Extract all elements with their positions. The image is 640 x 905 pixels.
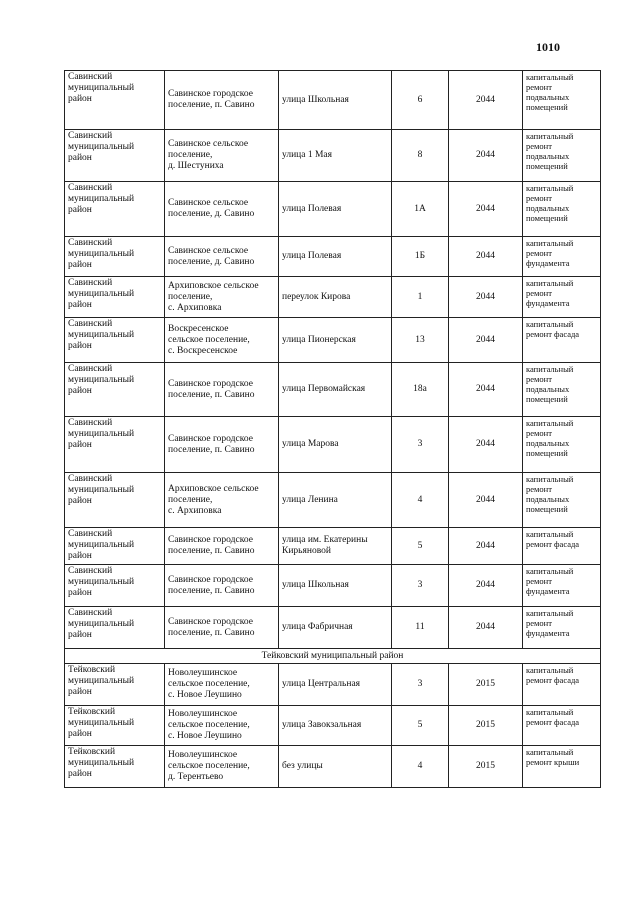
district-cell: Тейковский муниципальный район xyxy=(65,746,165,788)
year-cell: 2044 xyxy=(449,363,523,417)
work-type-cell: капитальный ремонт подвальных помещений xyxy=(523,417,601,473)
page-number: 1010 xyxy=(536,40,560,54)
house-number-cell: 3 xyxy=(392,417,449,473)
settlement-cell: Савинское сельское поселение, д. Шестуниха xyxy=(165,130,279,182)
year-cell: 2044 xyxy=(449,71,523,130)
table-row xyxy=(65,363,601,417)
table-row xyxy=(65,130,601,182)
table-row xyxy=(65,318,601,363)
year-cell: 2015 xyxy=(449,664,523,706)
year-cell: 2044 xyxy=(449,318,523,363)
work-type-cell: капитальный ремонт фундамента xyxy=(523,607,601,649)
street-cell: улица Полевая xyxy=(279,237,392,277)
work-type-cell: капитальный ремонт подвальных помещений xyxy=(523,130,601,182)
work-type-cell: капитальный ремонт фундамента xyxy=(523,277,601,318)
year-cell: 2044 xyxy=(449,182,523,237)
section-heading-row xyxy=(65,649,601,664)
work-type-cell: капитальный ремонт подвальных помещений xyxy=(523,363,601,417)
year-cell: 2044 xyxy=(449,417,523,473)
district-cell: Савинский муниципальный район xyxy=(65,71,165,130)
settlement-cell: Савинское городское поселение, п. Савино xyxy=(165,71,279,130)
house-number-cell: 6 xyxy=(392,71,449,130)
settlement-cell: Савинское городское поселение, п. Савино xyxy=(165,565,279,607)
street-cell: улица Пионерская xyxy=(279,318,392,363)
house-number-cell: 3 xyxy=(392,664,449,706)
settlement-cell: Савинское сельское поселение, д. Савино xyxy=(165,182,279,237)
settlement-cell: Савинское городское поселение, п. Савино xyxy=(165,607,279,649)
district-cell: Савинский муниципальный район xyxy=(65,277,165,318)
street-cell: улица Центральная xyxy=(279,664,392,706)
work-type-cell: капитальный ремонт фасада xyxy=(523,528,601,565)
street-cell: улица Школьная xyxy=(279,71,392,130)
district-cell: Савинский муниципальный район xyxy=(65,363,165,417)
house-number-cell: 3 xyxy=(392,565,449,607)
house-number-cell: 11 xyxy=(392,607,449,649)
district-cell: Савинский муниципальный район xyxy=(65,607,165,649)
district-cell: Савинский муниципальный район xyxy=(65,130,165,182)
district-cell: Савинский муниципальный район xyxy=(65,182,165,237)
work-type-cell: капитальный ремонт подвальных помещений xyxy=(523,71,601,130)
work-type-cell: капитальный ремонт фасада xyxy=(523,664,601,706)
year-cell: 2044 xyxy=(449,277,523,318)
table-row xyxy=(65,706,601,746)
settlement-cell: Новолеушинское сельское поселение, с. Новое Леушино xyxy=(165,706,279,746)
district-cell: Савинский муниципальный район xyxy=(65,473,165,528)
settlement-cell: Воскресенское сельское поселение, с. Воскресенское xyxy=(165,318,279,363)
settlement-cell: Новолеушинское сельское поселение, с. Новое Леушино xyxy=(165,664,279,706)
table-row xyxy=(65,528,601,565)
house-number-cell: 4 xyxy=(392,473,449,528)
street-cell: улица им. Екатерины Кирьяновой xyxy=(279,528,392,565)
house-number-cell: 13 xyxy=(392,318,449,363)
settlement-cell: Архиповское сельское поселение, с. Архиповка xyxy=(165,277,279,318)
house-number-cell: 4 xyxy=(392,746,449,788)
year-cell: 2044 xyxy=(449,565,523,607)
district-cell: Савинский муниципальный район xyxy=(65,565,165,607)
district-cell: Тейковский муниципальный район xyxy=(65,706,165,746)
street-cell: улица 1 Мая xyxy=(279,130,392,182)
street-cell: улица Фабричная xyxy=(279,607,392,649)
house-number-cell: 18а xyxy=(392,363,449,417)
table-row xyxy=(65,277,601,318)
house-number-cell: 8 xyxy=(392,130,449,182)
year-cell: 2015 xyxy=(449,706,523,746)
year-cell: 2044 xyxy=(449,130,523,182)
street-cell: без улицы xyxy=(279,746,392,788)
year-cell: 2044 xyxy=(449,237,523,277)
work-type-cell: капитальный ремонт фундамента xyxy=(523,237,601,277)
settlement-cell: Савинское сельское поселение, д. Савино xyxy=(165,237,279,277)
settlement-cell: Савинское городское поселение, п. Савино xyxy=(165,528,279,565)
street-cell: улица Марова xyxy=(279,417,392,473)
work-type-cell: капитальный ремонт подвальных помещений xyxy=(523,182,601,237)
year-cell: 2015 xyxy=(449,746,523,788)
work-type-cell: капитальный ремонт фундамента xyxy=(523,565,601,607)
work-type-cell: капитальный ремонт фасада xyxy=(523,706,601,746)
house-number-cell: 5 xyxy=(392,706,449,746)
district-cell: Савинский муниципальный район xyxy=(65,417,165,473)
street-cell: переулок Кирова xyxy=(279,277,392,318)
street-cell: улица Ленина xyxy=(279,473,392,528)
district-cell: Савинский муниципальный район xyxy=(65,318,165,363)
street-cell: улица Полевая xyxy=(279,182,392,237)
table-row xyxy=(65,607,601,649)
housing-repair-table xyxy=(64,70,601,788)
settlement-cell: Савинское городское поселение, п. Савино xyxy=(165,363,279,417)
year-cell: 2044 xyxy=(449,528,523,565)
settlement-cell: Новолеушинское сельское поселение, д. Терентьево xyxy=(165,746,279,788)
work-type-cell: капитальный ремонт подвальных помещений xyxy=(523,473,601,528)
street-cell: улица Первомайская xyxy=(279,363,392,417)
district-cell: Савинский муниципальный район xyxy=(65,237,165,277)
district-cell: Савинский муниципальный район xyxy=(65,528,165,565)
house-number-cell: 1 xyxy=(392,277,449,318)
table-row xyxy=(65,565,601,607)
section-heading: Тейковский муниципальный район xyxy=(65,649,601,664)
table-row xyxy=(65,746,601,788)
year-cell: 2044 xyxy=(449,473,523,528)
street-cell: улица Школьная xyxy=(279,565,392,607)
table-row xyxy=(65,237,601,277)
street-cell: улица Завокзальная xyxy=(279,706,392,746)
table-row xyxy=(65,473,601,528)
table-row xyxy=(65,664,601,706)
work-type-cell: капитальный ремонт фасада xyxy=(523,318,601,363)
work-type-cell: капитальный ремонт крыши xyxy=(523,746,601,788)
settlement-cell: Архиповское сельское поселение, с. Архиповка xyxy=(165,473,279,528)
district-cell: Тейковский муниципальный район xyxy=(65,664,165,706)
table-row xyxy=(65,182,601,237)
house-number-cell: 1Б xyxy=(392,237,449,277)
table-row xyxy=(65,417,601,473)
house-number-cell: 5 xyxy=(392,528,449,565)
house-number-cell: 1А xyxy=(392,182,449,237)
year-cell: 2044 xyxy=(449,607,523,649)
table-row xyxy=(65,71,601,130)
settlement-cell: Савинское городское поселение, п. Савино xyxy=(165,417,279,473)
